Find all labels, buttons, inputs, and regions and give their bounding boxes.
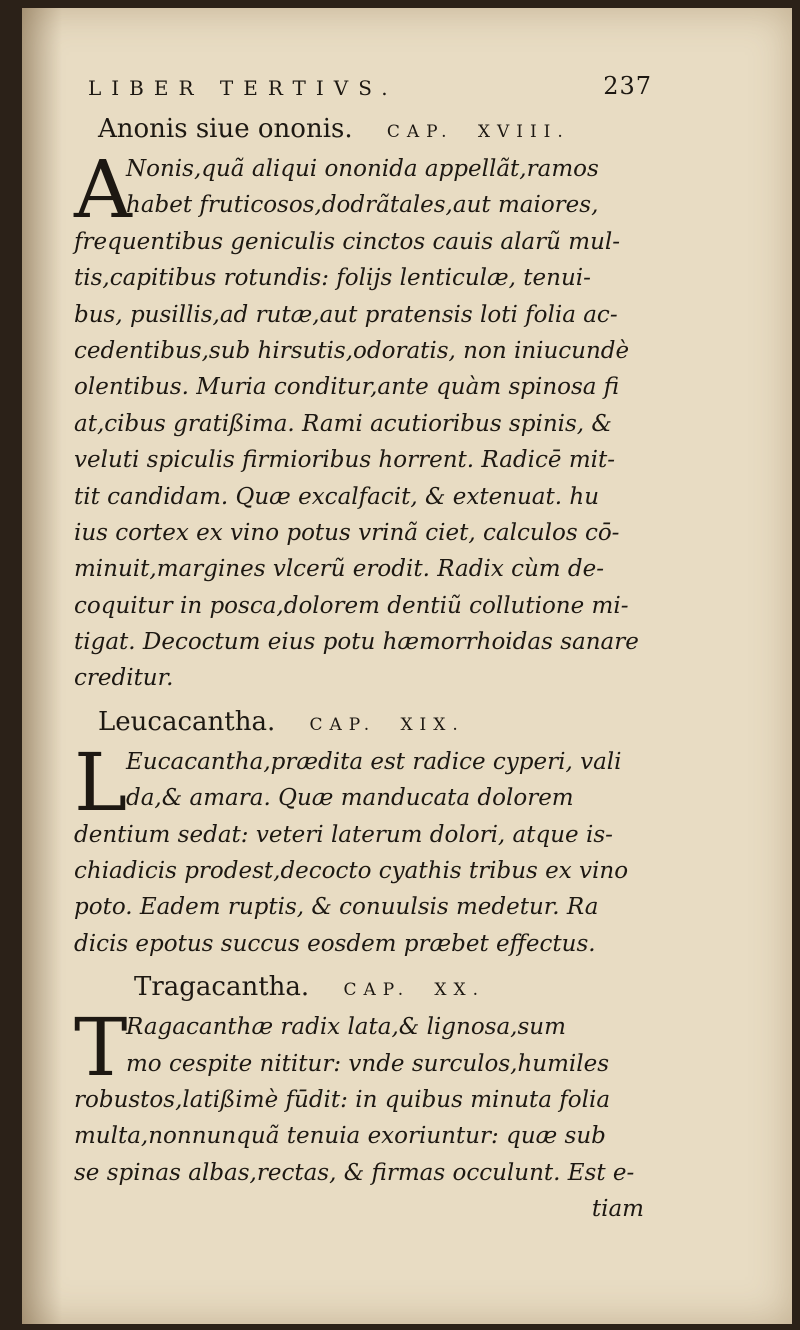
text-line: Ragacanthæ radix lata,& lignosa,sum [126,1014,566,1041]
text-line: tigat. Decoctum eius potu hæmorrhoidas sanare [74,629,639,656]
text-line: dentium sedat: veteri laterum dolori, atque is- [74,821,613,848]
text-line: frequentibus geniculis cinctos cauis alarũ mul- [74,228,621,255]
chapter-number: XX. [434,980,486,1001]
text-line: ius cortex ex vino potus vrinã ciet, calculos cō- [74,519,620,546]
text-line: mo cespite nititur: vnde surculos,humiles [126,1050,610,1077]
chapter-heading-19 [98,705,644,742]
chapter-heading-20 [134,970,644,1007]
text-line: tit candidam. Quæ excalfacit, & extenuat. hu [74,483,600,510]
catchword: tiam [591,1196,644,1223]
text-line: creditur. [74,665,174,692]
drop-capital: L [74,735,128,829]
chapter-cap-label: CAP. [309,714,377,735]
chapter-number: XVIII. [477,122,570,142]
text-line: habet fruticosos,dodrãtales,aut maiores, [126,192,599,219]
text-line: at,cibus gratißima. Rami acutioribus spinis, & [74,410,612,437]
chapter-title: Anonis siue ononis. [98,114,353,144]
text-line: cedentibus,sub hirsutis,odoratis, non iniucundè [74,337,630,364]
running-head-title: LIBER TERTIVS. [88,76,398,100]
chapter-text-20 [74,1001,644,1227]
text-line: robustos,latißimè fūdit: in quibus minuta folia [74,1086,611,1113]
chapter-heading-18 [98,112,644,149]
text-line: multa,nonnunquã tenuia exoriuntur: quæ sub [74,1123,606,1150]
text-line: se spinas albas,rectas, & firmas occulunt. Est e- [74,1159,635,1186]
text-line: Eucacantha,prædita est radice cyperi, vali [126,748,622,775]
text-line: Nonis,quã aliqui ononida appellãt,ramos [126,156,599,182]
chapter-text-19 [74,735,644,962]
book-page [22,8,792,1324]
text-line: minuit,margines vlcerũ erodit. Radix cùm de- [74,556,605,583]
text-line: tis,capitibus rotundis: folijs lenticulæ, tenui- [74,265,591,292]
chapter-cap-label: CAP. [386,122,454,142]
running-head [74,70,652,104]
page-content [74,70,652,1228]
text-line: chiadicis prodest,decocto cyathis tribus ex vino [74,858,629,885]
chapter-number: XIX. [400,714,465,735]
text-line: veluti spiculis firmioribus horrent. Radicē mit- [74,447,615,474]
text-line: coquitur in posca,dolorem dentiũ collutione mi- [74,592,629,619]
page-number: 237 [603,72,652,100]
text-line: bus, pusillis,ad rutæ,aut pratensis loti folia ac- [74,301,618,328]
drop-capital: T [74,1001,128,1095]
text-line: dicis epotus succus eosdem præbet effectus. [74,930,596,957]
text-line: olentibus. Muria conditur,ante quàm spinosa fi [74,374,620,401]
drop-capital: A [74,143,132,236]
chapter-title: Tragacantha. [134,972,310,1003]
chapter-text-18 [74,143,644,697]
page-gutter-shadow [22,8,62,1324]
text-line: poto. Eadem ruptis, & conuulsis medetur. Ra [74,894,599,921]
chapter-title: Leucacantha. [98,706,276,737]
chapter-cap-label: CAP. [343,980,411,1001]
text-line: da,& amara. Quæ manducata dolorem [126,785,574,812]
